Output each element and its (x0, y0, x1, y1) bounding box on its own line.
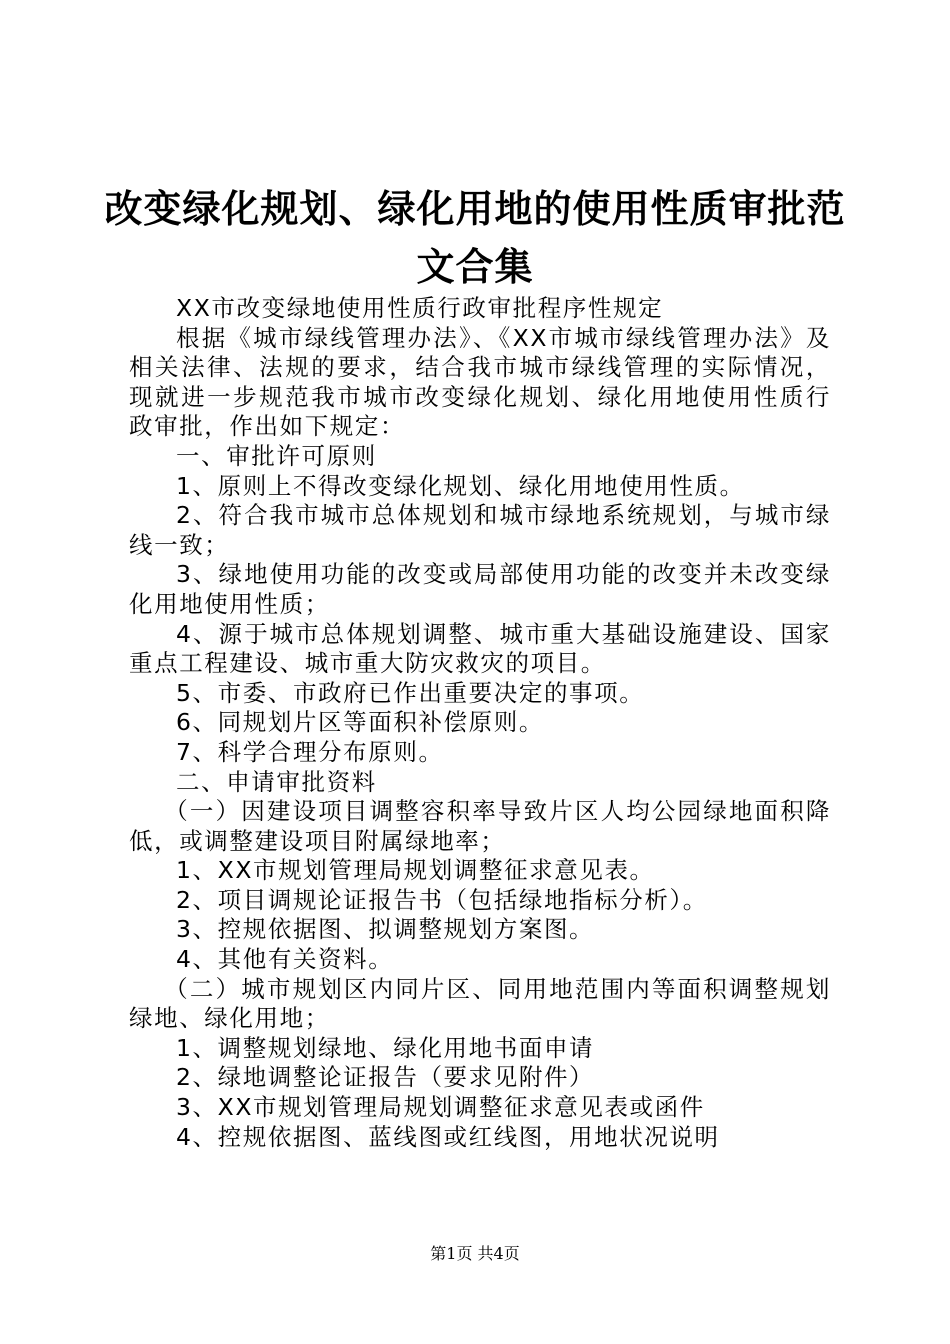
paragraph: XX市改变绿地使用性质行政审批程序性规定 (176, 294, 664, 322)
list-item: 5、市委、市政府已作出重要决定的事项。 (176, 678, 645, 707)
list-item: 2、符合我市城市总体规划和城市绿地系统规划，与城市绿线一致； (129, 501, 831, 559)
section-heading: 一、审批许可原则 (176, 441, 377, 470)
subsection-heading: （一）因建设项目调整容积率导致片区人均公园绿地面积降低，或调整建设项目附属绿地率； (129, 797, 831, 855)
section-heading: 二、申请审批资料 (176, 767, 377, 796)
subsection-heading: （二）城市规划区内同片区、同用地范围内等面积调整规划绿地、绿化用地； (129, 974, 831, 1033)
document-title: 改变绿化规划、绿化用地的使用性质审批范文合集 (104, 187, 846, 289)
list-item: 1、调整规划绿地、绿化用地书面申请 (176, 1033, 595, 1062)
list-item: 4、控规依据图、蓝线图或红线图，用地状况说明 (176, 1122, 720, 1151)
list-item: 6、同规划片区等面积补偿原则。 (176, 708, 544, 737)
page-number-footer: 第1页 共4页 (430, 1244, 520, 1263)
list-item: 2、项目调规论证报告书（包括绿地指标分析）。 (176, 885, 708, 914)
list-item: 3、控规依据图、拟调整规划方案图。 (176, 915, 595, 944)
list-item: 7、科学合理分布原则。 (176, 737, 444, 766)
list-item: 1、原则上不得改变绿化规划、绿化用地使用性质。 (176, 471, 745, 500)
list-item: 4、其他有关资料。 (176, 945, 394, 974)
list-item: 3、绿地使用功能的改变或局部使用功能的改变并未改变绿化用地使用性质； (129, 560, 831, 618)
list-item: 2、绿地调整论证报告（要求见附件） (176, 1063, 595, 1092)
list-item: 3、XX市规划管理局规划调整征求意见表或函件 (176, 1093, 705, 1122)
document-body (129, 294, 831, 1152)
list-item: 4、源于城市总体规划调整、城市重大基础设施建设、国家重点工程建设、城市重大防灾救灾的项目。 (129, 619, 831, 678)
list-item: 1、XX市规划管理局规划调整征求意见表。 (176, 856, 655, 885)
paragraph: 根据《城市绿线管理办法》、《XX市城市绿线管理办法》及相关法律、法规的要求，结合我市城市绿线管理的实际情况，现就进一步规范我市城市改变绿化规划、绿化用地使用性质行政审批，作出如下规定： (129, 323, 831, 441)
